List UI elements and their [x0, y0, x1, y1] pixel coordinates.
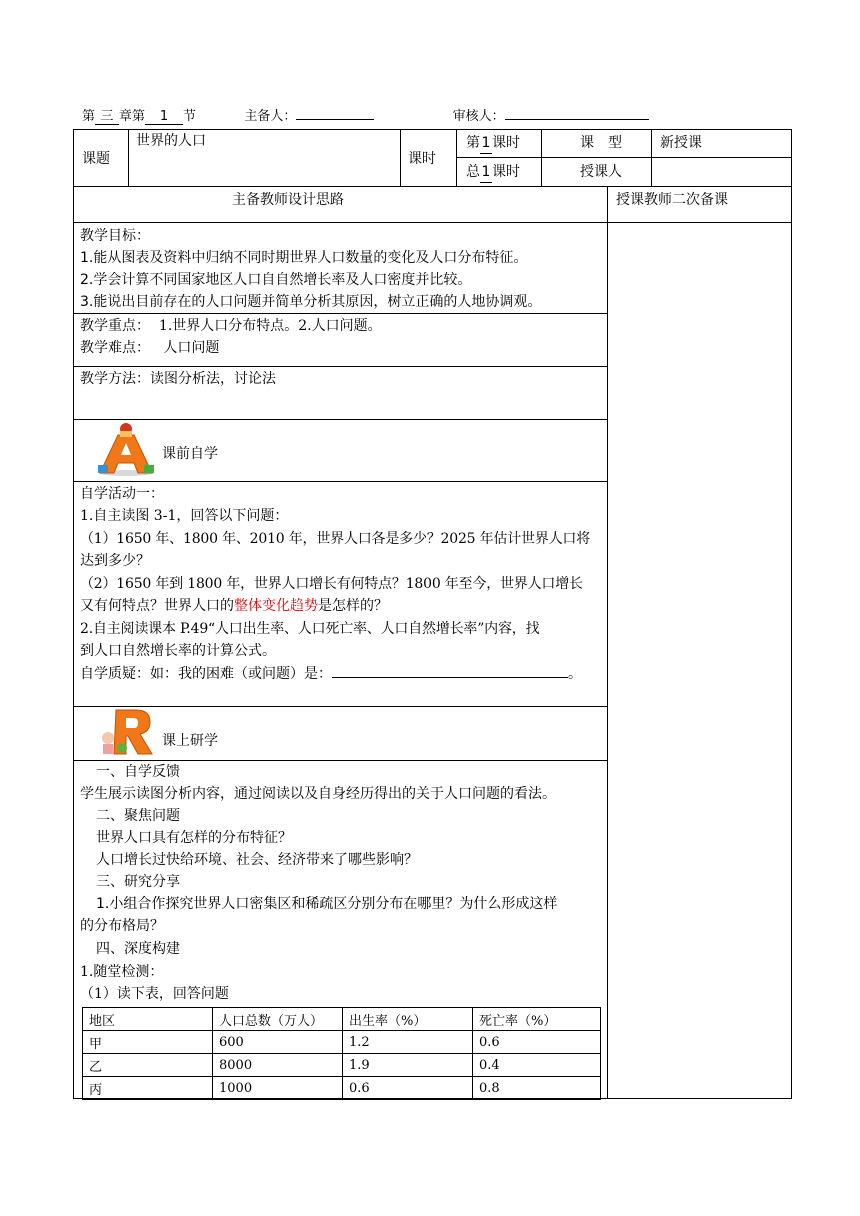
highlight-text: 整体变化趋势 — [234, 598, 318, 614]
research-question: 1.小组合作探究世界人口密集区和稀疏区分别分布在哪里？为什么形成这样 — [96, 896, 558, 912]
table-row — [83, 1077, 601, 1100]
objective-item: 3.能说出目前存在的人口问题并简单分析其原因，树立正确的人地协调观。 — [80, 294, 542, 310]
frame-line — [73, 129, 792, 130]
teacher-label: 授课人 — [580, 164, 622, 180]
check-label: 1.随堂检测： — [80, 964, 164, 980]
preclass-title: 课前自学 — [162, 446, 218, 462]
table-header-cell: 死亡率（%） — [473, 1008, 601, 1031]
objective-item: 2.学会计算不同国家地区人口自自然增长率及人口密度并比较。 — [80, 272, 472, 288]
table-header-cell: 地区 — [83, 1008, 213, 1031]
preclass-line: 1.自主读图 3-1，回答以下问题： — [80, 508, 289, 524]
letter-a-icon — [96, 421, 156, 477]
reviewer-label: 审核人： — [452, 109, 505, 124]
research-question: 的分布格局？ — [80, 918, 164, 934]
question-blank[interactable] — [332, 677, 568, 678]
inclass-title: 课上研学 — [162, 733, 218, 749]
preclass-line: 达到多少？ — [80, 553, 150, 569]
preclass-line: （1）1650 年、1800 年、2010 年，世界人口各是多少？2025 年估计世界人口将 — [80, 531, 591, 547]
frame-line — [73, 222, 792, 223]
table-header-cell: 出生率（%） — [343, 1008, 473, 1031]
frame-line — [651, 129, 652, 186]
frame-line — [73, 186, 792, 187]
table-cell: 8000 — [213, 1054, 343, 1077]
table-cell: 甲 — [83, 1031, 213, 1054]
table-cell: 1.2 — [343, 1031, 473, 1054]
reviewer-blank — [505, 105, 649, 120]
preclass-line: 2.自主阅读课本 P.49“人口出生率、人口死亡率、人口自然增长率”内容，找 — [80, 621, 540, 637]
table-cell: 0.6 — [343, 1077, 473, 1100]
section-number: 1 — [145, 109, 183, 125]
question-line: 自学质疑：如：我的困难（或问题）是： 。 — [80, 666, 582, 682]
section-suffix: 节 — [183, 109, 197, 124]
section-text: 学生展示读图分析内容，通过阅读以及自身经历得出的关于人口问题的看法。 — [80, 786, 556, 802]
period-nth: 第 1 课时 — [466, 133, 520, 154]
chapter-mid: 章第 — [119, 109, 146, 124]
preclass-line-highlight: 又有何特点？世界人口的整体变化趋势是怎样的？ — [80, 598, 388, 614]
frame-line — [400, 129, 401, 186]
right-column-header: 授课教师二次备课 — [616, 192, 728, 208]
page-header — [82, 105, 649, 125]
frame-line — [456, 157, 792, 158]
section-heading: 四、深度构建 — [96, 941, 180, 957]
frame-line — [73, 706, 608, 707]
frame-line — [73, 313, 608, 314]
key-point: 教学重点： 1.世界人口分布特点。2.人口问题。 — [80, 318, 382, 334]
preparer-label: 主备人： — [244, 109, 297, 124]
table-cell: 0.4 — [473, 1054, 601, 1077]
objective-item: 1.能从图表及资料中归纳不同时期世界人口数量的变化及人口分布特征。 — [80, 250, 528, 266]
population-table — [82, 1007, 601, 1100]
frame-line — [128, 129, 129, 186]
table-row — [83, 1054, 601, 1077]
difficult-point: 教学难点： 人口问题 — [80, 340, 220, 356]
preclass-line: （2）1650 年到 1800 年，世界人口增长有何特点？1800 年至今，世界人口增长 — [80, 576, 583, 592]
table-cell: 1.9 — [343, 1054, 473, 1077]
activity-title: 自学活动一： — [80, 486, 164, 502]
objectives-title: 教学目标： — [80, 228, 150, 244]
table-question: （1）读下表，回答问题 — [80, 986, 229, 1002]
focus-question: 人口增长过快给环境、社会、经济带来了哪些影响？ — [96, 852, 418, 868]
focus-question: 世界人口具有怎样的分布特征？ — [96, 830, 292, 846]
subject-label: 课题 — [82, 151, 110, 167]
letter-r-icon — [98, 708, 156, 758]
frame-line — [73, 419, 608, 420]
table-cell: 1000 — [213, 1077, 343, 1100]
period-label: 课时 — [408, 151, 436, 167]
frame-line — [541, 129, 542, 186]
frame-line — [456, 129, 457, 186]
table-header-row — [83, 1008, 601, 1031]
table-cell: 丙 — [83, 1077, 213, 1100]
preclass-line: 到人口自然增长率的计算公式。 — [80, 643, 276, 659]
table-cell: 0.6 — [473, 1031, 601, 1054]
section-heading: 一、自学反馈 — [96, 764, 180, 780]
preparer-blank — [296, 105, 374, 120]
subject-value: 世界的人口 — [136, 133, 206, 149]
table-cell: 0.8 — [473, 1077, 601, 1100]
period-total: 总 1 课时 — [466, 162, 520, 183]
chapter-number: 三 — [95, 105, 119, 125]
teaching-method: 教学方法：读图分析法，讨论法 — [80, 371, 276, 387]
frame-line — [73, 481, 608, 482]
frame-line — [73, 129, 74, 1099]
table-row — [83, 1031, 601, 1054]
left-column-header: 主备教师设计思路 — [232, 192, 344, 208]
frame-line — [73, 760, 608, 761]
section-heading: 三、研究分享 — [96, 874, 180, 890]
chapter-prefix: 第 — [82, 109, 96, 124]
table-cell: 乙 — [83, 1054, 213, 1077]
type-label: 课 型 — [580, 135, 622, 151]
frame-line — [791, 129, 792, 1099]
type-value: 新授课 — [660, 135, 702, 151]
section-heading: 二、聚焦问题 — [96, 808, 180, 824]
table-header-cell: 人口总数（万人） — [213, 1008, 343, 1031]
frame-line — [73, 366, 608, 367]
table-cell: 600 — [213, 1031, 343, 1054]
frame-line — [607, 186, 608, 1099]
